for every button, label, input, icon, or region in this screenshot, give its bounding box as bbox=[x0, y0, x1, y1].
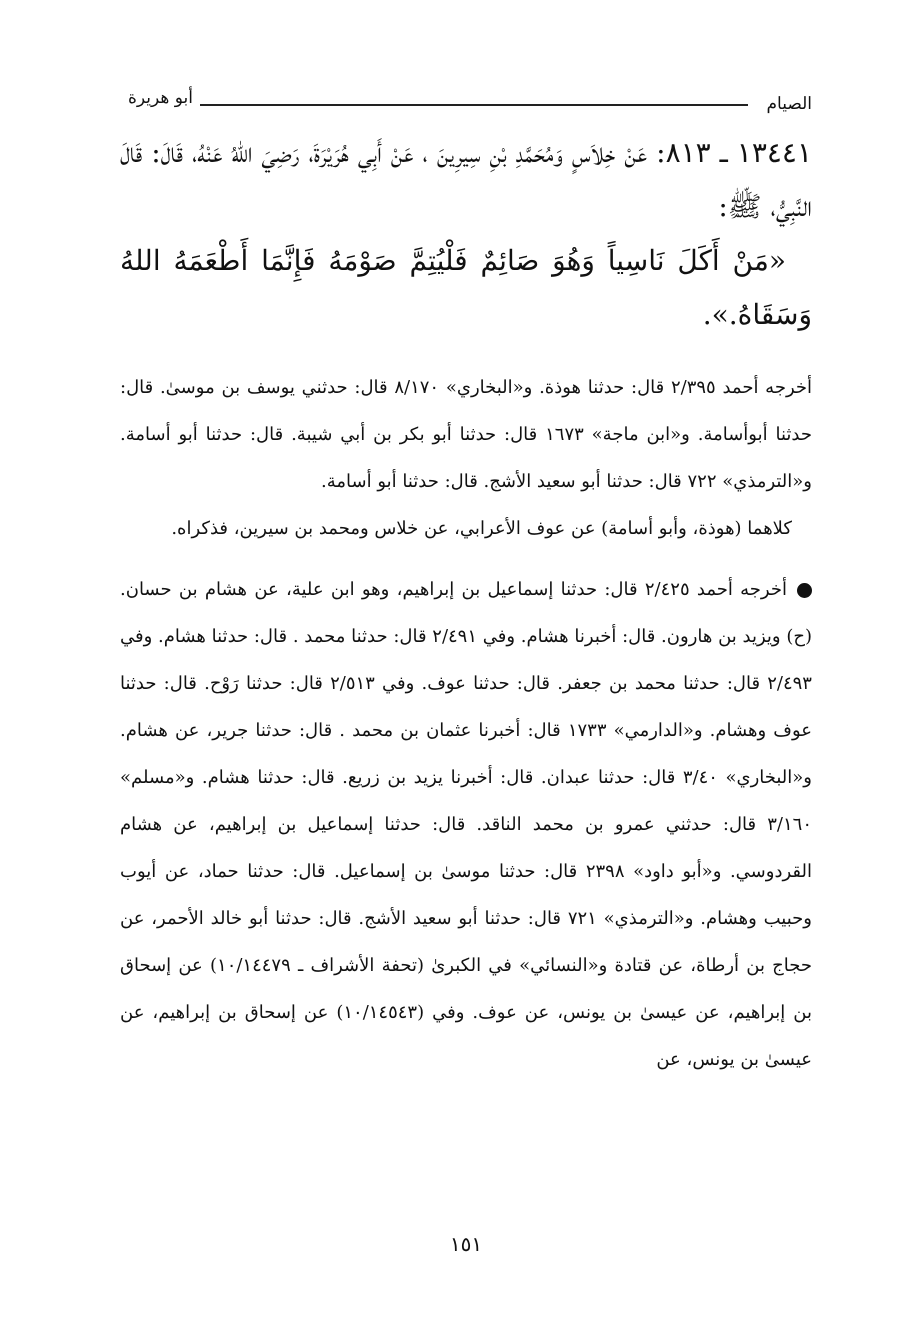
header-rule bbox=[200, 104, 748, 106]
hadith-isnad: ١٣٤٤١ ـ ٨١٣: عَنْ خِلاَسٍ وَمُحَمَّدِ بْنِ سِيرِينَ ، عَنْ أَبِي هُرَيْرَةَ، رَضِيَ اللهُ عَنْهُ، قَالَ: قَالَ النَّبِيُّ، ﷺ: bbox=[120, 136, 812, 223]
hadith-text bbox=[120, 126, 812, 342]
page-number: ١٥١ bbox=[449, 1232, 483, 1256]
takhrij-paragraph-3-text: أخرجه أحمد ٢/٤٢٥ قال: حدثنا إسماعيل بن إبراهيم، وهو ابن علية، عن هشام بن حسان. (ح) ويزيد بن هارون. قال: أخبرنا هشام. وفي ٢/٤٩١ قال: حدثنا محمد . قال: حدثنا هشام. وفي ٢/٤٩٣ قال: حدثنا محمد بن جعفر. قال: حدثنا عوف. وفي ٢/٥١٣ قال: حدثنا رَوْح. قال: حدثنا عوف وهشام. و«الدارمي» ١٧٣٣ قال: أخبرنا عثمان بن محمد . قال: حدثنا جرير، عن هشام. و«البخاري» ٣/٤٠ قال: حدثنا عبدان. قال: أخبرنا يزيد بن زريع. قال: حدثنا هشام. و«مسلم» ٣/١٦٠ قال: حدثني عمرو بن محمد الناقد. قال: حدثنا إسماعيل بن إبراهيم، عن هشام القردوسي. و«أبو داود» ٢٣٩٨ قال: حدثنا موسىٰ بن إسماعيل. قال: حدثنا حماد، عن أيوب وحبيب وهشام. و«الترمذي» ٧٢١ قال: حدثنا أبو سعيد الأشج. قال: حدثنا أبو خالد الأحمر، عن حجاج بن أرطاة، عن قتادة و«النسائي» في الكبرىٰ (تحفة الأشراف ـ ١٠/١٤٤٧٩) عن إسحاق بن إبراهيم، عن عيسىٰ بن يونس، عن عوف. وفي (١٠/١٤٥٤٣) عن إسحاق بن إبراهيم، عن عيسىٰ بن يونس، عن bbox=[120, 579, 813, 1070]
running-header bbox=[120, 86, 812, 116]
book-page bbox=[120, 86, 812, 1276]
narrator-title: أبو هريرة bbox=[128, 88, 194, 108]
chapter-title: الصيام bbox=[766, 94, 812, 114]
takhrij-paragraph-2: كلاهما (هوذة، وأبو أسامة) عن عوف الأعرابي، عن خلاس ومحمد بن سيرين، فذكراه. bbox=[171, 518, 792, 539]
takhrij-paragraph-1: أخرجه أحمد ٢/٣٩٥ قال: حدثنا هوذة. و«البخاري» ٨/١٧٠ قال: حدثني يوسف بن موسىٰ. قال: حدثنا أبوأسامة. و«ابن ماجة» ١٦٧٣ قال: حدثنا أبو بكر بن أبي شيبة. قال: حدثنا أبو أسامة. و«الترمذي» ٧٢٢ قال: حدثنا أبو سعيد الأشج. قال: حدثنا أبو أسامة. bbox=[120, 377, 813, 492]
takhrij-paragraph-3 bbox=[120, 566, 812, 1083]
takhrij-section bbox=[120, 364, 812, 1083]
hadith-matn: «مَنْ أَكَلَ نَاسِياً وَهُوَ صَائِمٌ فَلْيُتِمَّ صَوْمَهُ فَإِنَّمَا أَطْعَمَهُ اللهُ وَسَقَاهُ.». bbox=[120, 244, 812, 331]
bullet-icon bbox=[797, 583, 812, 598]
